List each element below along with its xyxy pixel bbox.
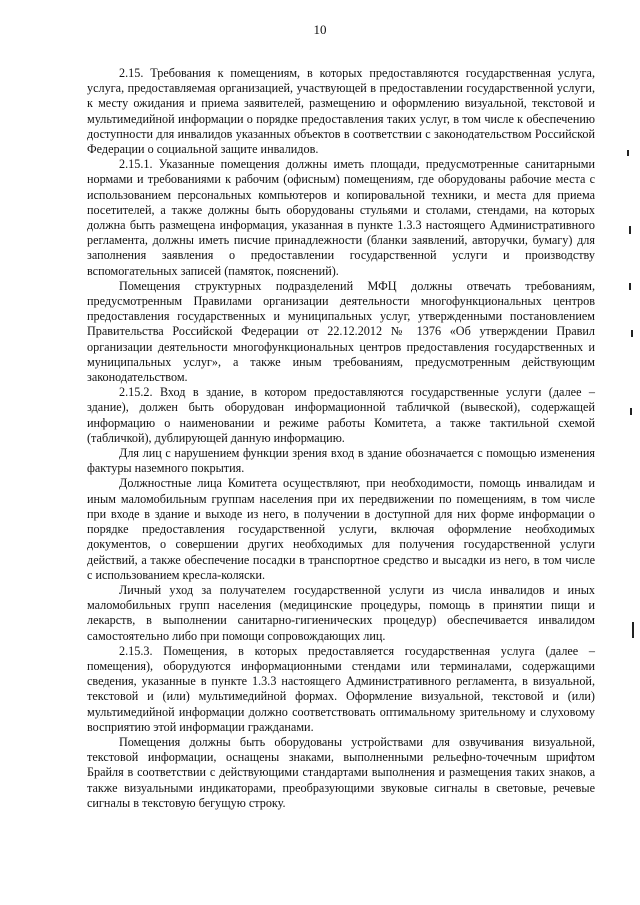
scan-margin-mark: [632, 622, 634, 638]
scan-margin-mark: [631, 330, 633, 337]
scan-margin-mark: [627, 150, 629, 156]
paragraph-2-15-1: 2.15.1. Указанные помещения должны иметь площади, предусмотренные санитарными нормами и требованиями к рабочим (офисным) помещениям, где оборудованы рабочие места с использованием персональных компьютеров и копировальной техники, и места для приема посетителей, а также должны быть оборудованы стульями и столами, стендами, на которых должна быть размещена информация, указанная в пункте 1.3.3 настоящего Административного регламента, должны иметь писчие принадлежности (бланки заявлений, авторучки, бумагу) для заполнения заявления о предоставлении государственной услуги и производству вспомогательных записей (памяток, пояснений).: [87, 157, 595, 278]
paragraph-vision-impaired: Для лиц с нарушением функции зрения вход в здание обозначается с помощью изменения фактуры наземного покрытия.: [87, 446, 595, 476]
scan-margin-mark: [629, 283, 631, 290]
paragraph-2-15: 2.15. Требования к помещениям, в которых предоставляются государственная услуга, услуга, предоставляемая организацией, участвующей в предоставлении государственной услуги, к месту ожидания и приема заявителей, размещению и оформлению визуальной, текстовой и мультимедийной информации о порядке предоставления таких услуг, в том числе к обеспечению доступности для инвалидов указанных объектов в соответствии с законодательством Российской Федерации о социальной защите инвалидов.: [87, 66, 595, 157]
paragraph-2-15-3: 2.15.3. Помещения, в которых предоставляется государственная услуга (далее – помещения), оборудуются информационными стендами или терминалами, содержащими сведения, указанные в пункте 1.3.3 настоящего Административного регламента, в визуальной, текстовой и (или) мультимедийной формах. Оформление визуальной, текстовой и (или) мультимедийной информации должно соответствовать оптимальному зрительному и слуховому восприятию этой информации гражданами.: [87, 643, 595, 734]
paragraph-equipment: Помещения должны быть оборудованы устройствами для озвучивания визуальной, текстовой информации, оснащены знаками, выполненными рельефно-точечным шрифтом Брайля в соответствии с действующими стандартами выполнения и размещения таких знаков, а также визуальными индикаторами, преобразующими звуковые сигналы в световые, речевые сигналы в текстовую бегущую строку.: [87, 734, 595, 810]
document-body: [87, 66, 595, 811]
paragraph-officials-assistance: Должностные лица Комитета осуществляют, при необходимости, помощь инвалидам и иным маломобильным группам населения при их передвижении по помещениям, в том числе при входе в здание и выходе из него, в получении в доступной для них форме информации о порядке предоставления государственной услуги, включая оформление необходимых документов, о совершении других необходимых для получения государственной услуги действий, а также обеспечение посадки в транспортное средство и высадки из него, в том числе с использованием кресла-коляски.: [87, 476, 595, 582]
scan-margin-mark: [630, 408, 632, 415]
scan-margin-mark: [629, 226, 631, 234]
paragraph-mfc-premises: Помещения структурных подразделений МФЦ должны отвечать требованиям, предусмотренным Правилами организации деятельности многофункциональных центров предоставления государственных и муниципальных услуг, утвержденными постановлением Правительства Российской Федерации от 22.12.2012 № 1376 «Об утверждении Правил организации деятельности многофункциональных центров предоставления государственных и муниципальных услуг», а также иным требованиям, предусмотренным действующим законодательством.: [87, 278, 595, 385]
paragraph-personal-care: Личный уход за получателем государственной услуги из числа инвалидов и иных маломобильных групп населения (медицинские процедуры, помощь в принятии пищи и лекарств, в выполнении санитарно-гигиенических процедур) обеспечивается инвалидом самостоятельно либо при помощи сопровождающих лиц.: [87, 582, 595, 643]
page-number: 10: [313, 22, 327, 37]
paragraph-2-15-2: 2.15.2. Вход в здание, в котором предоставляются государственные услуги (далее – здание), должен быть оборудован информационной табличкой (вывеской), содержащей информацию о наименовании и режиме работы Комитета, а также тактильной схемой (табличкой), дублирующей данную информацию.: [87, 385, 595, 445]
